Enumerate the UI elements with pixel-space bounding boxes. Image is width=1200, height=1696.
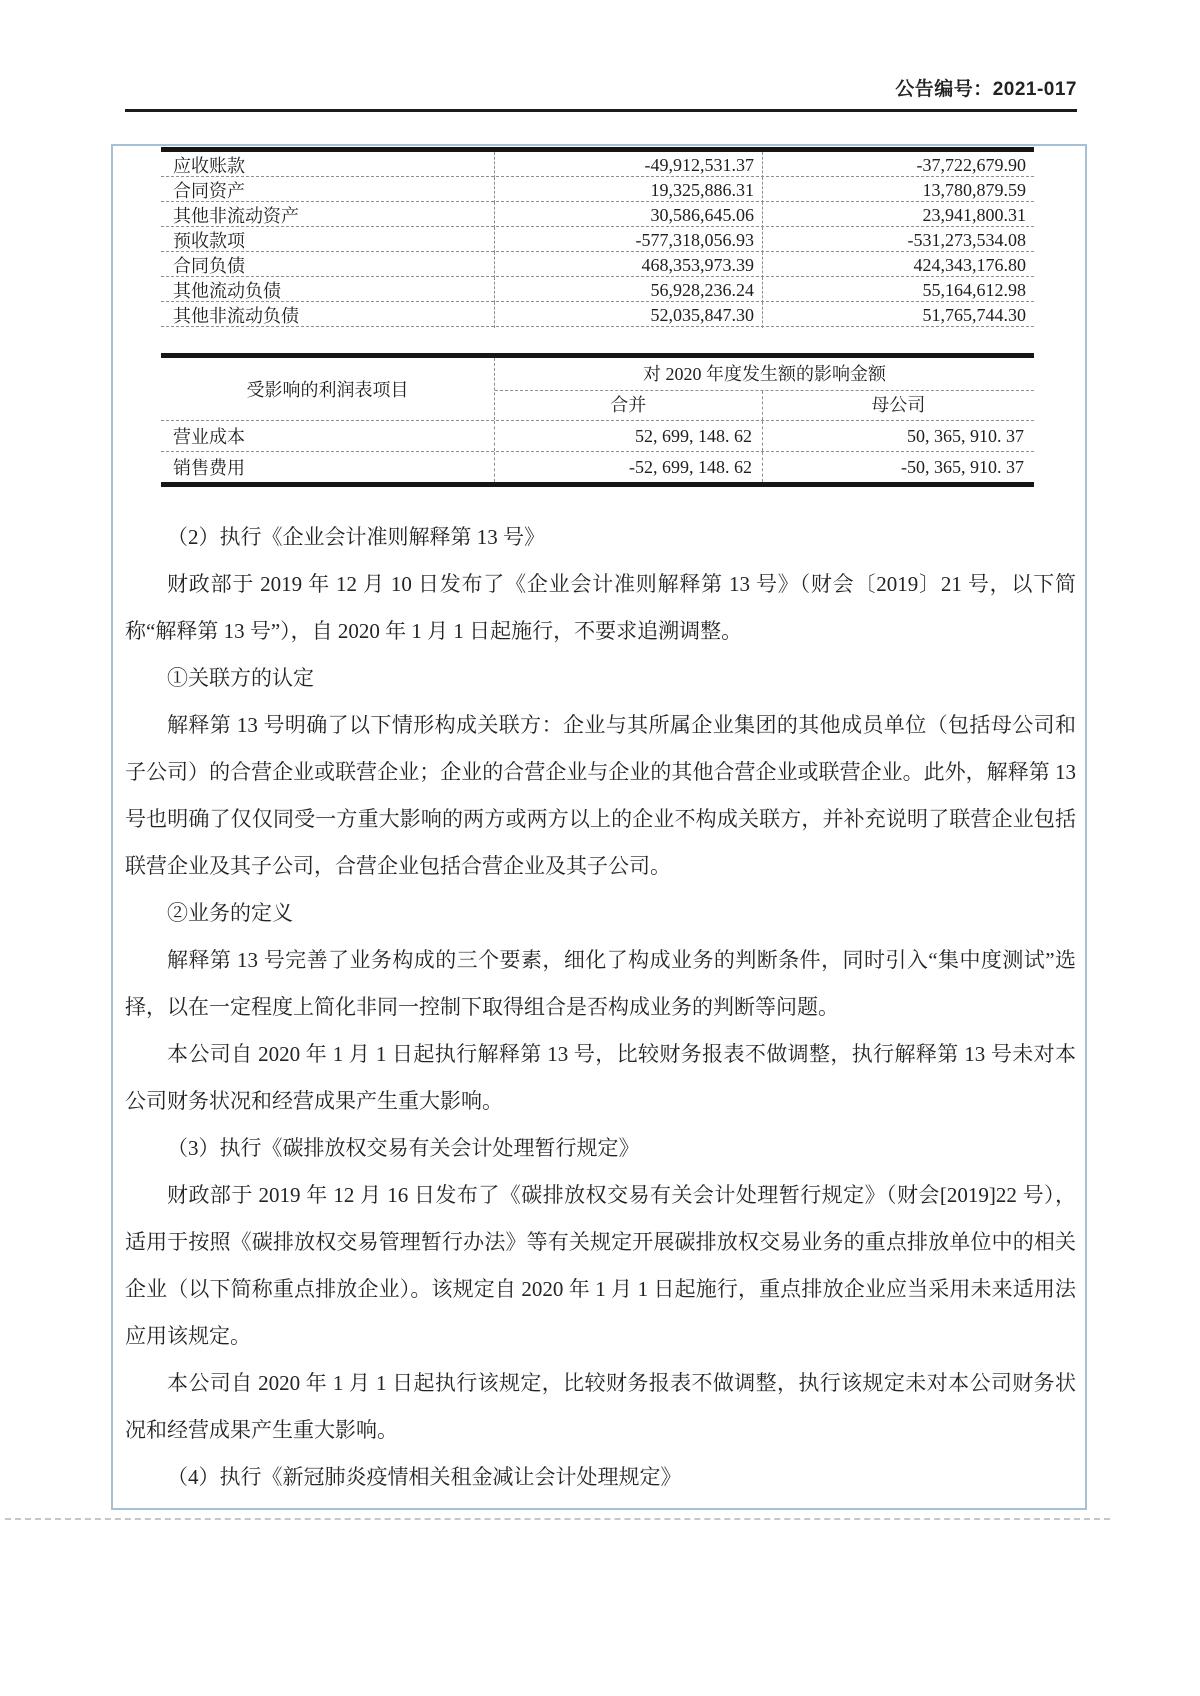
table-row [161,202,1034,227]
paragraph: 解释第 13 号明确了以下情形构成关联方：企业与其所属企业集团的其他成员单位（包括母公司和子公司）的合营企业或联营企业；企业的合营企业与企业的其他合营企业或联营企业。此外，解释第 13 号也明确了仅仅同受一方重大影响的两方或两方以上的企业不构成关联方，并补充说明了联营企业包括联营企业及其子公司，合营企业包括合营企业及其子公司。 [125,713,1076,878]
paragraph: 本公司自 2020 年 1 月 1 日起执行解释第 13 号，比较财务报表不做调整，执行解释第 13 号未对本公司财务状况和经营成果产生重大影响。 [125,1042,1076,1113]
parent-value: 424,343,176.80 [762,252,1034,278]
paragraph: 财政部于 2019 年 12 月 16 日发布了《碳排放权交易有关会计处理暂行规定》（财会[2019]22 号），适用于按照《碳排放权交易管理暂行办法》等有关规定开展碳排放权交易业务的重点排放单位中的相关企业（以下简称重点排放企业）。该规定自 2020 年 1 月 1 日起施行，重点排放企业应当采用未来适用法应用该规定。 [125,1183,1076,1348]
parent-value: -531,273,534.08 [762,227,1034,253]
balance-adjustment-table [161,147,1034,327]
parent-value: 13,780,879.59 [762,177,1034,203]
consolidated-value: 52,035,847.30 [494,302,762,328]
announcement-number: 公告编号：2021-017 [895,79,1077,100]
income-impact-table-header [161,358,1034,421]
table-row [161,421,1034,452]
header-cell-impact-group [494,358,1034,420]
paragraph: 本公司自 2020 年 1 月 1 日起执行该规定，比较财务报表不做调整，执行该规定未对本公司财务状况和经营成果产生重大影响。 [125,1371,1076,1442]
consolidated-value: 30,586,645.06 [494,202,762,228]
paragraph: （3）执行《碳排放权交易有关会计处理暂行规定》 [167,1136,640,1160]
item-label: 合同负债 [173,256,245,276]
body-paragraphs [125,514,1076,1501]
header-cell-parent: 母公司 [762,391,1035,420]
consolidated-value: 56,928,236.24 [494,277,762,303]
header-subrow [495,391,1034,420]
item-label: 营业成本 [173,427,245,447]
consolidated-value: 52, 699, 148. 62 [494,421,762,451]
header-rule [125,109,1077,112]
paragraph: 解释第 13 号完善了业务构成的三个要素，细化了构成业务的判断条件，同时引入“集中度测试”选择，以在一定程度上简化非同一控制下取得组合是否构成业务的判断等问题。 [125,948,1076,1019]
header-cell-consolidated: 合并 [610,395,647,415]
parent-value: 55,164,612.98 [762,277,1034,303]
balance-adjustment-table-body [161,152,1034,327]
table-row [161,227,1034,252]
table-row [161,302,1034,327]
consolidated-value: -49,912,531.37 [494,152,762,178]
consolidated-value: -52, 699, 148. 62 [494,452,762,482]
parent-value: 51,765,744.30 [762,302,1034,328]
parent-value: -37,722,679.90 [762,152,1034,178]
paragraph: ②业务的定义 [167,901,293,925]
item-label: 其他非流动负债 [173,306,299,326]
item-label: 其他流动负债 [173,281,281,301]
table-row [161,452,1034,482]
table-row [161,252,1034,277]
header-cell-item: 受影响的利润表项目 [246,380,409,400]
table-row [161,177,1034,202]
item-label: 合同资产 [173,181,245,201]
item-label: 其他非流动资产 [173,206,299,226]
income-impact-table [161,353,1034,487]
parent-value: 50, 365, 910. 37 [762,421,1034,451]
paragraph: 财政部于 2019 年 12 月 10 日发布了《企业会计准则解释第 13 号》（财会〔2019〕21 号，以下简称“解释第 13 号”），自 2020 年 1 月 1 日起施行，不要求追溯调整。 [125,572,1076,643]
item-label: 销售费用 [173,458,245,478]
consolidated-value: 19,325,886.31 [494,177,762,203]
consolidated-value: -577,318,056.93 [494,227,762,253]
table-row [161,277,1034,302]
paragraph: （2）执行《企业会计准则解释第 13 号》 [167,525,545,549]
item-label: 预收款项 [173,231,245,251]
consolidated-value: 468,353,973.39 [494,252,762,278]
header-cell-impact: 对 2020 年度发生额的影响金额 [495,358,1034,391]
parent-value: -50, 365, 910. 37 [762,452,1034,482]
item-label: 应收账款 [173,156,245,176]
income-impact-table-body [161,421,1034,482]
page-break-divider [5,1518,1110,1520]
parent-value: 23,941,800.31 [762,202,1034,228]
content-border-box [111,144,1087,1510]
table-row [161,152,1034,177]
paragraph: ①关联方的认定 [167,666,314,690]
paragraph: （4）执行《新冠肺炎疫情相关租金减让会计处理规定》 [167,1465,682,1489]
